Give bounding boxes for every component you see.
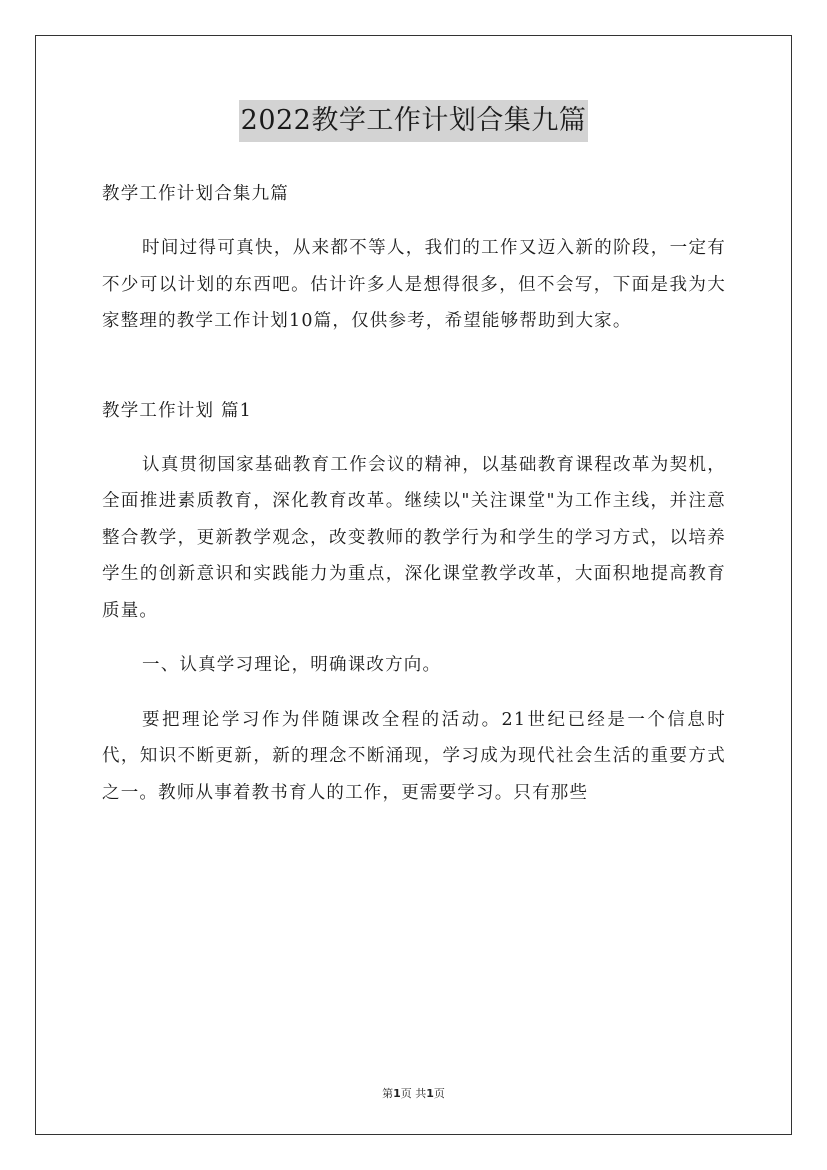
footer-page-prefix: 第 [382,1087,394,1100]
intro-paragraph: 时间过得可真快，从来都不等人，我们的工作又迈入新的阶段，一定有不少可以计划的东西吧。估计许多人是想得很多，但不会写，下面是我为大家整理的教学工作计划10篇，仅供参考，希望能够帮助到大家。 [102,238,726,332]
paragraph-1: 认真贯彻国家基础教育工作会议的精神，以基础教育课程改革为契机，全面推进素质教育，深化教育改革。继续以"关注课堂"为工作主线，并注意整合教学，更新教学观念，改变教师的教学行为和学生的学习方式，以培养学生的创新意识和实践能力为重点，深化课堂教学改革，大面积地提高教育质量。 [102,454,726,621]
subtitle: 教学工作计划合集九篇 [102,184,289,204]
footer-page-suffix: 页 [433,1087,445,1100]
section-heading: 教学工作计划 篇1 [102,400,252,421]
footer-page-number: 1 [393,1087,401,1100]
page-footer [0,1085,827,1101]
section-gap [102,340,726,393]
document-title: 2022教学工作计划合集九篇 [239,100,589,142]
paragraph-2: 要把理论学习作为伴随课改全程的活动。21世纪已经是一个信息时代，知识不断更新，新的理念不断涌现，学习成为现代社会生活的重要方式之一。教师从事着教书育人的工作，更需要学习。只有那些 [102,709,726,803]
point-1: 一、认真学习理论，明确课改方向。 [142,655,442,676]
footer-page-mid: 页 共 [400,1087,427,1100]
title-wrap [0,100,827,142]
footer-page-total: 1 [426,1087,434,1100]
document-body [102,176,726,811]
